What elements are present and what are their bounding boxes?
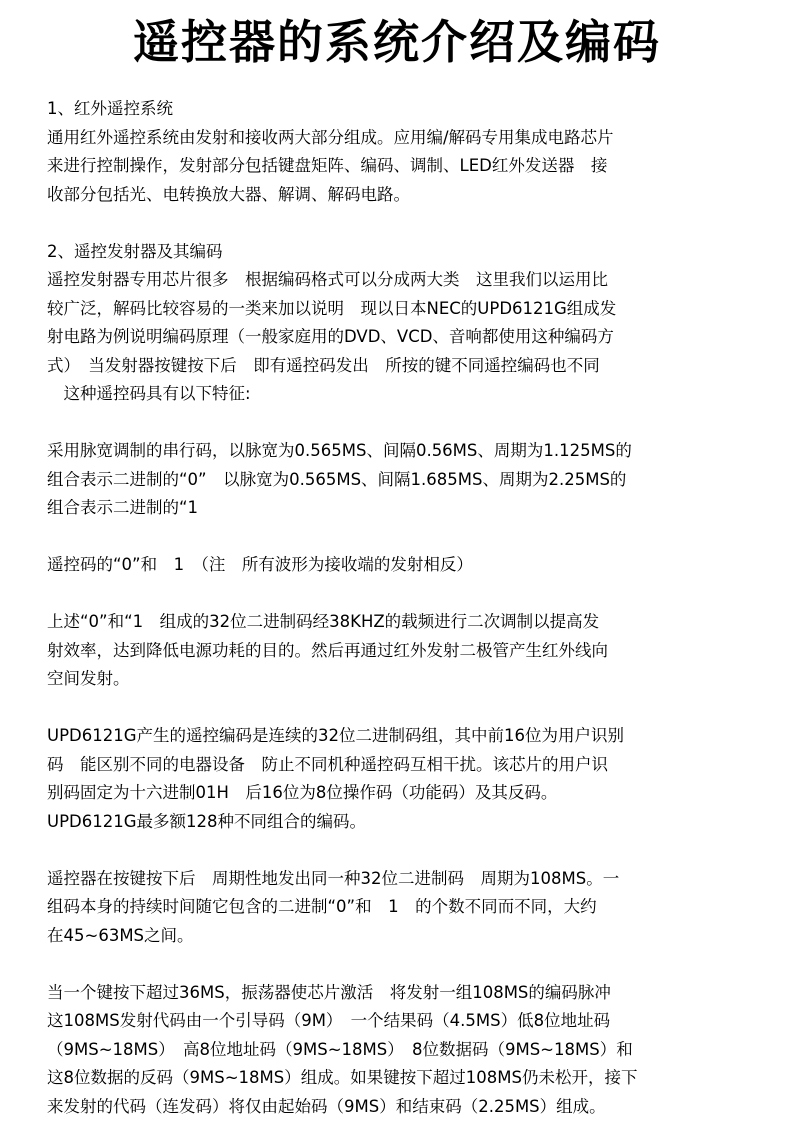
paragraph-gap	[47, 209, 757, 238]
paragraph-gap	[47, 409, 757, 438]
paragraph-gap	[47, 580, 757, 609]
text-line: 1、红外遥控系统	[47, 99, 173, 118]
text-line: 遥控码的“0”和 1 （注 所有波形为接收端的发射相反）	[47, 555, 473, 574]
text-line: 当一个键按下超过36MS，振荡器使芯片激活 将发射一组108MS的编码脉冲	[47, 982, 611, 1002]
text-line: 上述“0”和“1 组成的32位二进制码经38KHZ的载频进行二次调制以提高发	[47, 612, 600, 631]
paragraph-gap	[47, 836, 757, 865]
text-line: 较广泛，解码比较容易的一类来加以说明 现以日本NEC的UPD6121G组成发	[47, 298, 617, 318]
paragraph-gap	[47, 694, 757, 723]
text-line: 组码本身的持续时间随它包含的二进制“0”和 1 的个数不同而不同，大约	[47, 897, 597, 916]
text-line: 组合表示二进制的“0” 以脉宽为0.565MS、间隔1.685MS、周期为2.25MS的	[47, 469, 627, 489]
text-line: UPD6121G产生的遥控编码是连续的32位二进制码组，其中前16位为用户识别	[47, 726, 625, 745]
text-line: 来进行控制操作，发射部分包括键盘矩阵、编码、调制、LED红外发送器 接	[47, 156, 608, 175]
paragraph-gap	[47, 950, 757, 979]
text-line: 在45~63MS之间。	[47, 925, 194, 945]
text-line: 收部分包括光、电转换放大器、解调、解码电路。	[47, 184, 410, 204]
text-line: 射电路为例说明编码原理（一般家庭用的DVD、VCD、音响都使用这种编码方	[47, 327, 614, 346]
text-line: 空间发射。	[47, 669, 130, 688]
paragraph	[47, 551, 757, 580]
paragraph	[47, 238, 757, 409]
text-line: 别码固定为十六进制01H 后16位为8位操作码（功能码）及其反码。	[47, 783, 558, 802]
text-line: 2、遥控发射器及其编码	[47, 241, 223, 261]
text-line: 这108MS发射代码由一个引导码（9M） 一个结果码（4.5MS）低8位地址码	[47, 1011, 611, 1030]
text-line: 这种遥控码具有以下特征:	[47, 384, 251, 403]
text-line: 采用脉宽调制的串行码，以脉宽为0.565MS、间隔0.56MS、周期为1.125MS的	[47, 441, 632, 460]
text-line: 遥控器在按键按下后 周期性地发出同一种32位二进制码 周期为108MS。一	[47, 868, 620, 888]
text-line: 这8位数据的反码（9MS~18MS）组成。如果键按下超过108MS仍未松开，接下	[47, 1068, 638, 1087]
text-line: 遥控发射器专用芯片很多 根据编码格式可以分成两大类 这里我们以运用比	[47, 270, 608, 289]
text-line: 组合表示二进制的“1	[47, 498, 199, 517]
paragraph-gap	[47, 523, 757, 552]
text-line: UPD6121G最多额128种不同组合的编码。	[47, 811, 367, 831]
paragraph	[47, 865, 757, 951]
paragraph	[47, 95, 757, 209]
paragraph	[47, 608, 757, 694]
paragraph	[47, 722, 757, 836]
document-body	[47, 95, 757, 1121]
text-line: 来发射的代码（连发码）将仅由起始码（9MS）和结束码（2.25MS）组成。	[47, 1096, 606, 1116]
text-line: 码 能区别不同的电器设备 防止不同机种遥控码互相干扰。该芯片的用户识	[47, 754, 608, 774]
text-line: （9MS~18MS） 高8位地址码（9MS~18MS） 8位数据码（9MS~18MS）和	[47, 1039, 633, 1059]
text-line: 式） 当发射器按键按下后 即有遥控码发出 所按的键不同遥控编码也不同	[47, 355, 600, 375]
document-title: 遥控器的系统介绍及编码	[133, 15, 661, 69]
text-line: 射效率，达到降低电源功耗的目的。然后再通过红外发射二极管产生红外线向	[47, 640, 608, 660]
text-line: 通用红外遥控系统由发射和接收两大部分组成。应用编/解码专用集成电路芯片	[47, 127, 614, 147]
paragraph	[47, 437, 757, 523]
paragraph	[47, 979, 757, 1122]
